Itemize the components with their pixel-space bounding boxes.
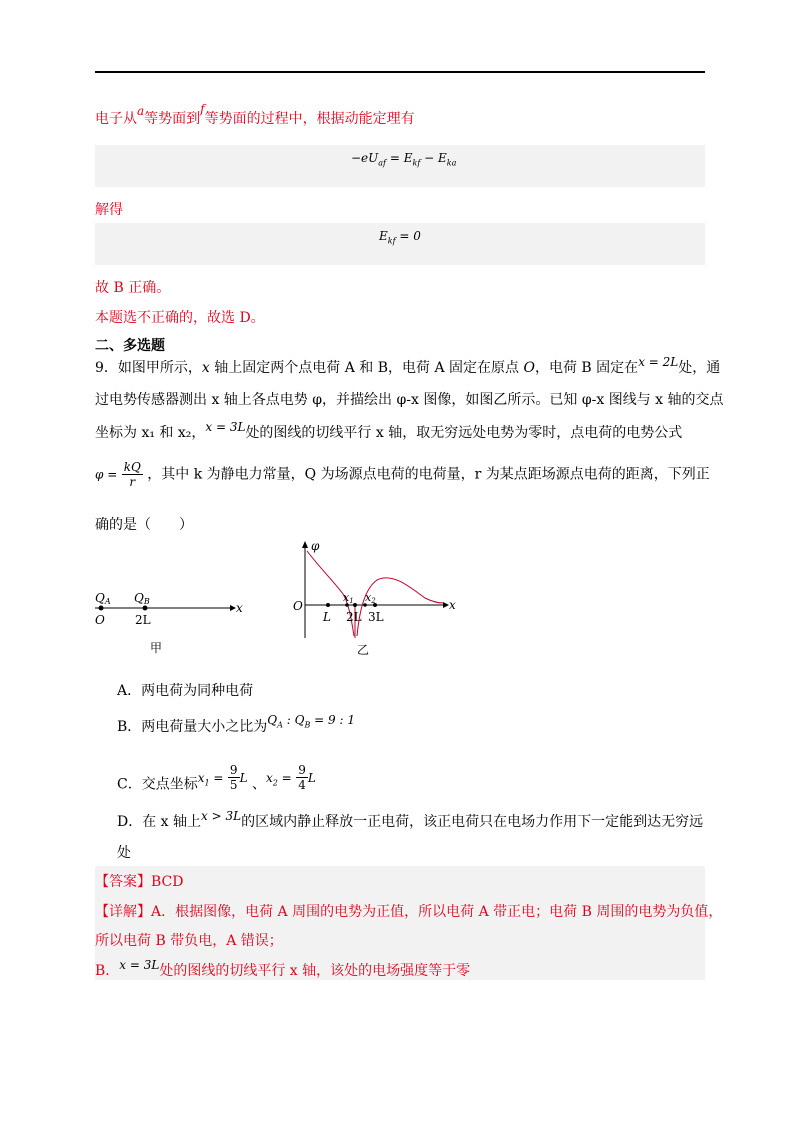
question-line-1: 9．如图甲所示，x 轴上固定两个点电荷 A 和 B，电荷 A 固定在原点 O，电荷 B 固定在x = 2L处，通	[95, 355, 721, 376]
label-2l-yi: 2L	[346, 610, 362, 624]
label-qa: QA	[95, 591, 111, 606]
tick-l	[326, 603, 330, 607]
question-line-2: 过电势传感器测出 x 轴上各点电势 φ，并描绘出 φ-x 图像，如图乙所示。已知 φ-x 图线与 x 轴的交点	[95, 392, 724, 408]
y-arrow-yi	[302, 541, 308, 548]
figure-jia	[90, 590, 250, 660]
label-2l-jia: 2L	[135, 613, 151, 627]
fraction-9-5: $\frac{9}{5}$	[229, 763, 238, 792]
detail-line-3: B．x = 3L处的图线的切线平行 x 轴，该处的电场强度等于零	[95, 958, 471, 979]
option-b: B．两电荷量大小之比为$Q_A$ : $Q_B = 9$ : 1	[117, 713, 355, 735]
detail-line-2: 所以电荷 B 带负电，A 错误；	[95, 933, 283, 949]
curve-branch-b	[357, 578, 443, 636]
b-correct-text: 故 B 正确。	[95, 280, 171, 296]
option-d-line-1: D．在 x 轴上x > 3L的区域内静止释放一正电荷，该正电荷只在电场力作用下一定能到达无穷远	[117, 809, 704, 830]
equation-box-2	[95, 223, 705, 265]
caption-jia: 甲	[150, 641, 163, 655]
label-o-yi: O	[293, 599, 303, 613]
label-x1: x1	[343, 591, 354, 605]
label-x2: x2	[365, 591, 376, 605]
label-x-jia: x	[236, 601, 243, 615]
choose-text: 本题选不正确的，故选 D。	[95, 310, 265, 326]
fraction-9-4: $\frac{9}{4}$	[298, 763, 306, 792]
charge-a-dot	[99, 606, 104, 611]
question-line-3: 坐标为 x₁ 和 x₂，x = 3L处的图线的切线平行 x 轴，取无穷远处电势为零时，点电荷的电势公式	[95, 420, 683, 441]
label-l: L	[323, 610, 331, 624]
question-line-5: 确的是（ ）	[95, 517, 193, 533]
section-title: 二、多选题	[95, 338, 165, 354]
equation-box-1	[95, 145, 705, 187]
option-a: A．两电荷为同种电荷	[117, 683, 254, 699]
detail-line-1: 【详解】A．根据图像，电荷 A 周围的电势为正值，所以电荷 A 带正电；电荷 B 周围的电势为负值，	[95, 904, 723, 920]
label-phi: φ	[311, 539, 320, 553]
option-d-line-2: 处	[117, 845, 131, 861]
jiede-text: 解得	[95, 202, 123, 218]
caption-yi: 乙	[357, 643, 370, 657]
phi-fraction: $\frac{kQ}{r}$	[123, 460, 141, 489]
answer-text: 【答案】BCD	[95, 874, 184, 890]
question-line-4: φ = $\frac{kQ}{r}$ ，其中 k 为静电力常量，Q 为场源点电荷的电荷量，r 为某点距场源点电荷的距离，下列正	[95, 460, 710, 489]
header-rule	[95, 71, 705, 73]
charge-b-dot	[143, 606, 148, 611]
figure-yi	[285, 538, 465, 660]
label-o-jia: O	[95, 613, 105, 627]
solution-line: 电子从a等势面到f等势面的过程中，根据动能定理有	[95, 102, 415, 127]
label-3l: 3L	[368, 610, 384, 624]
option-c: C．交点坐标$x_1$ = $\frac{9}{5}$ L 、$x_2$ = $\frac{9}{4}$ L	[117, 763, 316, 793]
label-qb: QB	[134, 591, 150, 606]
equation-1: $-eU_{af} = E_{kf} - E_{ka}$	[351, 151, 457, 168]
label-x-yi: x	[449, 598, 456, 612]
equation-2: $E_{kf} = 0$	[379, 229, 421, 246]
